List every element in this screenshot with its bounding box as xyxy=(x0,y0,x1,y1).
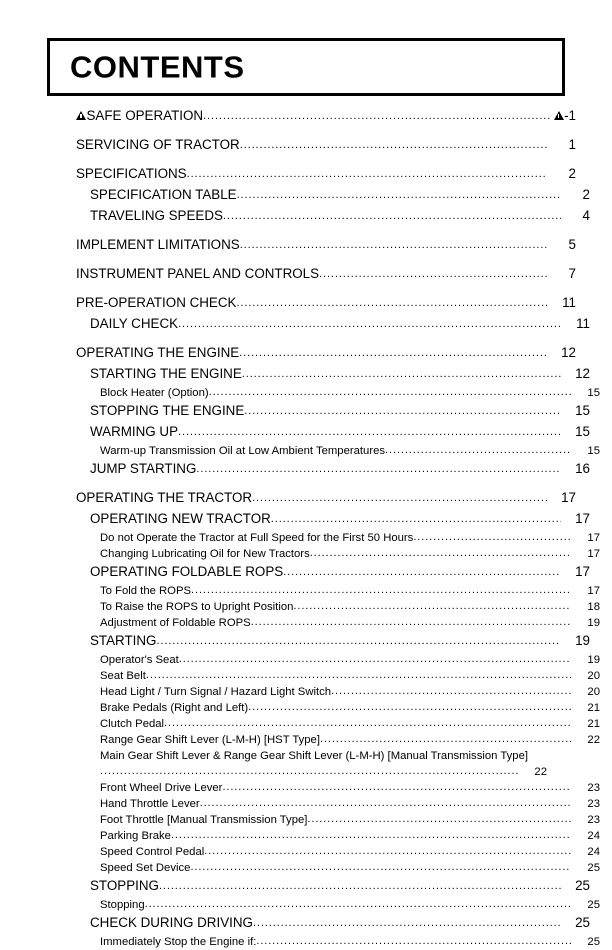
toc-entry-page-number: 2 xyxy=(582,187,590,202)
toc-entry-page-number: 19 xyxy=(587,654,600,666)
toc-entry[interactable] xyxy=(47,599,600,615)
toc-entry-label: OPERATING THE TRACTOR xyxy=(76,490,253,505)
dot-leader xyxy=(239,344,547,363)
dot-leader xyxy=(146,667,571,683)
toc-entry-label: Parking Brake xyxy=(100,830,171,842)
toc-entry-page-number: 17 xyxy=(587,585,600,597)
toc-entry-label: OPERATING NEW TRACTOR xyxy=(90,511,271,526)
toc-entry-page-number: 4 xyxy=(582,208,590,223)
dot-leader xyxy=(319,265,547,284)
toc-entry[interactable] xyxy=(47,488,576,509)
toc-entry[interactable] xyxy=(47,185,590,206)
dot-leader xyxy=(156,632,561,651)
toc-entry-page-number: 12 xyxy=(575,366,590,381)
toc-entry[interactable] xyxy=(47,443,600,459)
toc-entry-label: STARTING THE ENGINE xyxy=(90,366,242,381)
toc-entry[interactable] xyxy=(47,700,600,716)
toc-entry-page-number: 15 xyxy=(587,387,600,399)
toc-entry-label: CHECK DURING DRIVING xyxy=(90,915,253,930)
toc-entry-page-number: 17 xyxy=(587,532,600,544)
toc-entry-label: SERVICING OF TRACTOR xyxy=(76,137,240,152)
toc-entry-label: DAILY CHECK xyxy=(90,316,179,331)
toc-entry[interactable] xyxy=(47,615,600,631)
toc-entry[interactable] xyxy=(47,546,600,562)
warning-triangle-icon xyxy=(554,111,565,120)
dot-leader xyxy=(178,423,561,442)
toc-entry[interactable] xyxy=(47,716,600,732)
toc-entry[interactable] xyxy=(47,796,600,812)
toc-entry[interactable] xyxy=(47,206,590,227)
page-title: CONTENTS xyxy=(70,49,245,85)
toc-entry[interactable] xyxy=(47,668,600,684)
toc-entry[interactable] xyxy=(47,876,590,897)
toc-entry[interactable] xyxy=(47,860,600,876)
toc-entry-page-number: 23 xyxy=(587,798,600,810)
toc-entry-label: OPERATING FOLDABLE ROPS xyxy=(90,564,284,579)
toc-entry[interactable] xyxy=(47,235,576,256)
toc-entry-page-number: 17 xyxy=(575,564,590,579)
toc-entry-label: Adjustment of Foldable ROPS xyxy=(100,617,251,629)
toc-entry-page-number: 17 xyxy=(561,490,576,505)
dot-leader xyxy=(242,365,561,384)
toc-entry-page-number: 15 xyxy=(575,424,590,439)
dot-leader xyxy=(331,683,571,699)
toc-entry-label: SPECIFICATION TABLE xyxy=(90,187,237,202)
toc-entry-page-number xyxy=(551,106,576,125)
toc-entry[interactable] xyxy=(47,934,600,950)
toc-entry[interactable] xyxy=(47,562,590,583)
dot-leader xyxy=(209,384,571,400)
dot-leader xyxy=(310,545,571,561)
toc-entry-label: Speed Set Device xyxy=(100,862,191,874)
toc-entry-label: Hand Throttle Lever xyxy=(100,798,200,810)
toc-entry[interactable] xyxy=(47,164,576,185)
toc-entry-label: Brake Pedals (Right and Left) xyxy=(100,702,249,714)
dot-leader xyxy=(413,529,571,545)
toc-entry[interactable] xyxy=(47,509,590,530)
toc-entry-label: OPERATING THE ENGINE xyxy=(76,345,240,360)
dot-leader xyxy=(248,699,571,715)
toc-entry[interactable] xyxy=(47,106,576,127)
toc-entry[interactable] xyxy=(47,732,600,748)
toc-entry-page-number: 15 xyxy=(575,403,590,418)
dot-leader xyxy=(187,165,547,184)
toc-entry-page-number: 12 xyxy=(561,345,576,360)
toc-entry-page-number: 17 xyxy=(575,511,590,526)
dot-leader xyxy=(251,614,571,630)
dot-leader xyxy=(320,731,571,747)
toc-entry-page-number: 21 xyxy=(587,702,600,714)
toc-entry[interactable] xyxy=(47,385,600,401)
toc-entry[interactable] xyxy=(47,780,600,796)
toc-entry-label: STOPPING THE ENGINE xyxy=(90,403,245,418)
toc-entry[interactable] xyxy=(47,583,600,599)
toc-entry-label: IMPLEMENT LIMITATIONS xyxy=(76,237,240,252)
dot-leader xyxy=(159,877,561,896)
dot-leader xyxy=(271,510,561,529)
dot-leader xyxy=(252,489,547,508)
toc-entry-page-number: 2 xyxy=(568,166,576,181)
toc-entry[interactable] xyxy=(47,343,576,364)
toc-entry-label: TRAVELING SPEEDS xyxy=(90,208,223,223)
toc-entry[interactable] xyxy=(47,364,590,385)
dot-leader xyxy=(236,294,547,313)
dot-leader xyxy=(237,186,561,205)
dot-leader xyxy=(385,442,571,458)
toc-entry-page-number: 25 xyxy=(587,862,600,874)
toc-entry-label: INSTRUMENT PANEL AND CONTROLS xyxy=(76,266,320,281)
toc-entry[interactable] xyxy=(47,748,547,780)
toc-entry[interactable] xyxy=(47,293,576,314)
toc-entry-page-number: 21 xyxy=(587,718,600,730)
dot-leader xyxy=(179,651,571,667)
toc-entry[interactable] xyxy=(47,844,600,860)
toc-entry-label: JUMP STARTING xyxy=(90,461,197,476)
toc-entry-page-number: 24 xyxy=(587,830,600,842)
toc-entry[interactable] xyxy=(47,135,576,156)
toc-entry[interactable] xyxy=(47,459,590,480)
toc-entry-label: Seat Belt xyxy=(100,670,146,682)
dot-leader xyxy=(100,763,518,779)
dot-leader xyxy=(244,402,561,421)
dot-leader xyxy=(204,843,571,859)
dot-leader xyxy=(293,598,571,614)
toc-entry-label: Do not Operate the Tractor at Full Speed for the First 50 Hours xyxy=(100,532,414,544)
toc-entry-page-number: 19 xyxy=(575,633,590,648)
toc-entry[interactable] xyxy=(47,422,590,443)
toc-entry-label: SAFE OPERATION xyxy=(86,108,204,123)
toc-entry-label: Stopping xyxy=(100,899,145,911)
dot-leader xyxy=(200,795,571,811)
toc-entry-page-number: 7 xyxy=(568,266,576,281)
dot-leader xyxy=(256,933,571,949)
dot-leader xyxy=(253,914,561,933)
toc-entry-page-number: 16 xyxy=(575,461,590,476)
dot-leader xyxy=(164,715,571,731)
dot-leader xyxy=(190,859,571,875)
toc-entry-page-number: 20 xyxy=(587,670,600,682)
toc-entry-page-number: 25 xyxy=(575,915,590,930)
toc-entry-page-number: 11 xyxy=(576,316,590,331)
toc-entry-label: Speed Control Pedal xyxy=(100,846,205,858)
dot-leader xyxy=(171,827,571,843)
toc-entry-page-number: 15 xyxy=(587,445,600,457)
toc-entry-page-number: 18 xyxy=(587,601,600,613)
dot-leader xyxy=(223,207,561,226)
toc-entry-page-number: 11 xyxy=(562,295,576,310)
dot-leader xyxy=(203,107,551,126)
toc-entry-page-number: 20 xyxy=(587,686,600,698)
toc-entry-label: Head Light / Turn Signal / Hazard Light Switch xyxy=(100,686,332,698)
toc-entry-page-value: -1 xyxy=(564,108,576,123)
toc-entry-page-number: 25 xyxy=(575,878,590,893)
toc-entry-label: WARMING UP xyxy=(90,424,179,439)
toc-entry[interactable] xyxy=(47,530,600,546)
toc-entry-label: Immediately Stop the Engine if: xyxy=(100,936,257,948)
toc-entry-page-number: 24 xyxy=(587,846,600,858)
toc-entry-label: Front Wheel Drive Lever xyxy=(100,782,223,794)
toc-entry[interactable] xyxy=(47,264,576,285)
toc-entry-label: SPECIFICATIONS xyxy=(76,166,187,181)
toc-entry-label: Range Gear Shift Lever (L-M-H) [HST Type] xyxy=(100,734,320,746)
toc-entry-label: Warm-up Transmission Oil at Low Ambient Temperatures xyxy=(100,445,386,457)
toc-entry-page-number: 22 xyxy=(587,734,600,746)
toc-entry-page-number: 23 xyxy=(587,814,600,826)
toc-entry-page-number: 23 xyxy=(587,782,600,794)
toc-entry-label: STARTING xyxy=(90,633,157,648)
dot-leader xyxy=(196,460,561,479)
dot-leader xyxy=(283,563,561,582)
warning-triangle-icon xyxy=(76,111,87,120)
toc-entry-page-number: 25 xyxy=(587,936,600,948)
dot-leader xyxy=(191,582,571,598)
toc-entry-label: Foot Throttle [Manual Transmission Type] xyxy=(100,814,308,826)
toc-entry-page-number: 19 xyxy=(587,617,600,629)
dot-leader xyxy=(240,236,547,255)
dot-leader xyxy=(222,779,571,795)
toc-entry[interactable] xyxy=(47,631,590,652)
dot-leader xyxy=(178,315,561,334)
toc-entry[interactable] xyxy=(47,812,600,828)
toc-entry-label: STOPPING xyxy=(90,878,159,893)
toc-entry-page-number: 1 xyxy=(568,137,576,152)
toc-entry-page-number: 5 xyxy=(568,237,576,252)
toc-entry-page-number: 22 xyxy=(534,766,547,778)
toc-entry-label: Operator's Seat xyxy=(100,654,179,666)
toc-entry[interactable] xyxy=(47,314,590,335)
toc-entry[interactable] xyxy=(47,652,600,668)
toc-entry-page-number: 17 xyxy=(587,548,600,560)
dot-leader xyxy=(240,136,547,155)
toc-entry-page-number: 25 xyxy=(587,899,600,911)
dot-leader xyxy=(145,896,571,912)
toc-entry-label: PRE-OPERATION CHECK xyxy=(76,295,237,310)
toc-entry[interactable] xyxy=(47,897,600,913)
toc-entry-label: Changing Lubricating Oil for New Tractors xyxy=(100,548,310,560)
table-of-contents xyxy=(47,106,600,950)
dot-leader xyxy=(307,811,571,827)
toc-entry[interactable] xyxy=(47,684,600,700)
toc-entry-label: Block Heater (Option) xyxy=(100,387,209,399)
contents-title-box xyxy=(47,38,565,96)
toc-entry-leader-line xyxy=(100,764,547,780)
toc-entry[interactable] xyxy=(47,828,600,844)
toc-entry-label: Clutch Pedal xyxy=(100,718,165,730)
toc-entry[interactable] xyxy=(47,913,590,934)
toc-entry[interactable] xyxy=(47,401,590,422)
toc-entry-label: Main Gear Shift Lever & Range Gear Shift Lever (L-M-H) [Manual Transmission Type] xyxy=(100,750,528,762)
toc-entry-label: To Raise the ROPS to Upright Position xyxy=(100,601,294,613)
toc-entry-label: To Fold the ROPS xyxy=(100,585,192,597)
